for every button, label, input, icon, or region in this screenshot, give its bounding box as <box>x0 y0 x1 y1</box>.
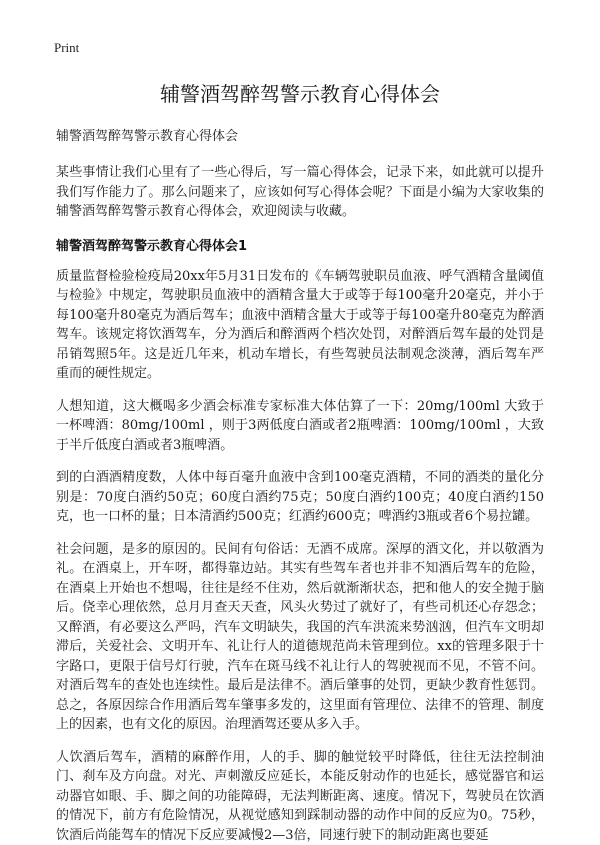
body-paragraph: 人饮酒后驾车，酒精的麻醉作用，人的手、脚的触觉较平时降低，往往无法控制油门、刹车及方向盘。对光、声刺激反应延长，本能反射动作的也延长，感觉器官和运动器官如眼、手、脚之间的功能障碍，无法判断距离、速度。情况下，驾驶员在饮酒的情况下，前方有危险情况，从视觉感知到踩制动器的动作中间的反应为0。75秒，饮酒后尚能驾车的情况下反应要减慢2—3倍，同速行驶下的制动距离也要延 <box>56 748 544 845</box>
body-paragraph: 到的白酒酒精度数，人体中每百毫升血液中含到100毫克酒精，不同的酒类的量化分别是：70度白酒约50克；60度白酒约75克；50度白酒约100克；40度白酒约150克，也一口杯的量；日本清酒约500克；红酒约600克；啤酒约3瓶或者6个易拉罐。 <box>56 468 544 527</box>
print-link[interactable]: Print <box>54 40 544 56</box>
document-subtitle: 辅警酒驾醉驾警示教育心得体会 <box>56 127 544 147</box>
body-paragraph: 社会问题，是多的原因的。民间有句俗话：无酒不成席。深厚的酒文化，并以敬酒为礼。在酒桌上，开车呀，都得靠边站。其实有些驾车者也并非不知酒后驾车的危险，在酒桌上开始也不想喝，往往是经不住劝，然后就渐渐状态，把和他人的安全抛于脑后。侥幸心理依然，总月月查天天查，风头火势过了就好了，有些司机还心存怨念；又醉酒，有必要这么严吗，汽车文明缺失，我国的汽车洪流来势汹汹，但汽车文明却滞后，关爱社会、文明开车、礼让行人的道德规范尚未管理到位。xx的管理多限于十字路口，更限于信号灯行驶，汽车在斑马线不礼让行人的驾驶视而不见，不管不问。对酒后驾车的查处也连续性。最后是法律不。酒后肇事的处罚，更缺少教育性惩罚。总之，各原因综合作用酒后驾车肇事多发的，这里面有管理位、法律不的管理、制度上的因素，也有文化的原因。治理酒驾还要从多入手。 <box>56 540 544 735</box>
intro-paragraph: 某些事情让我们心里有了一些心得后，写一篇心得体会，记录下来，如此就可以提升我们写作能力了。那么问题来了，应该如何写心得体会呢？下面是小编为大家收集的辅警酒驾醉驾警示教育心得体会，欢迎阅读与收藏。 <box>56 163 544 222</box>
body-paragraph: 质量监督检验检疫局20xx年5月31日发布的《车辆驾驶职员血液、呼气酒精含量阈值与检验》中规定，驾驶职员血液中的酒精含量大于或等于每100毫升20毫克，并小于每100毫升80毫克为酒后驾车；血液中酒精含量大于或等于每100毫升80毫克为醉酒驾车。该规定将饮酒驾车，分为酒后和醉酒两个档次处罚，对醉酒后驾车最的处罚是吊销驾照5年。这是近几年来，机动车增长，有些驾驶员法制观念淡薄，酒后驾车严重而的硬性规定。 <box>56 267 544 384</box>
document-title: 辅警酒驾醉驾警示教育心得体会 <box>56 78 544 107</box>
section-heading: 辅警酒驾醉驾警示教育心得体会1 <box>56 235 544 254</box>
body-paragraph: 人想知道，这大概喝多少酒会标准专家标准大体估算了一下：20mg/100ml 大致于一杯啤酒：80mg/100ml ，则于3两低度白酒或者2瓶啤酒：100mg/100ml ，大致于半斤低度白酒或者3瓶啤酒。 <box>56 397 544 456</box>
